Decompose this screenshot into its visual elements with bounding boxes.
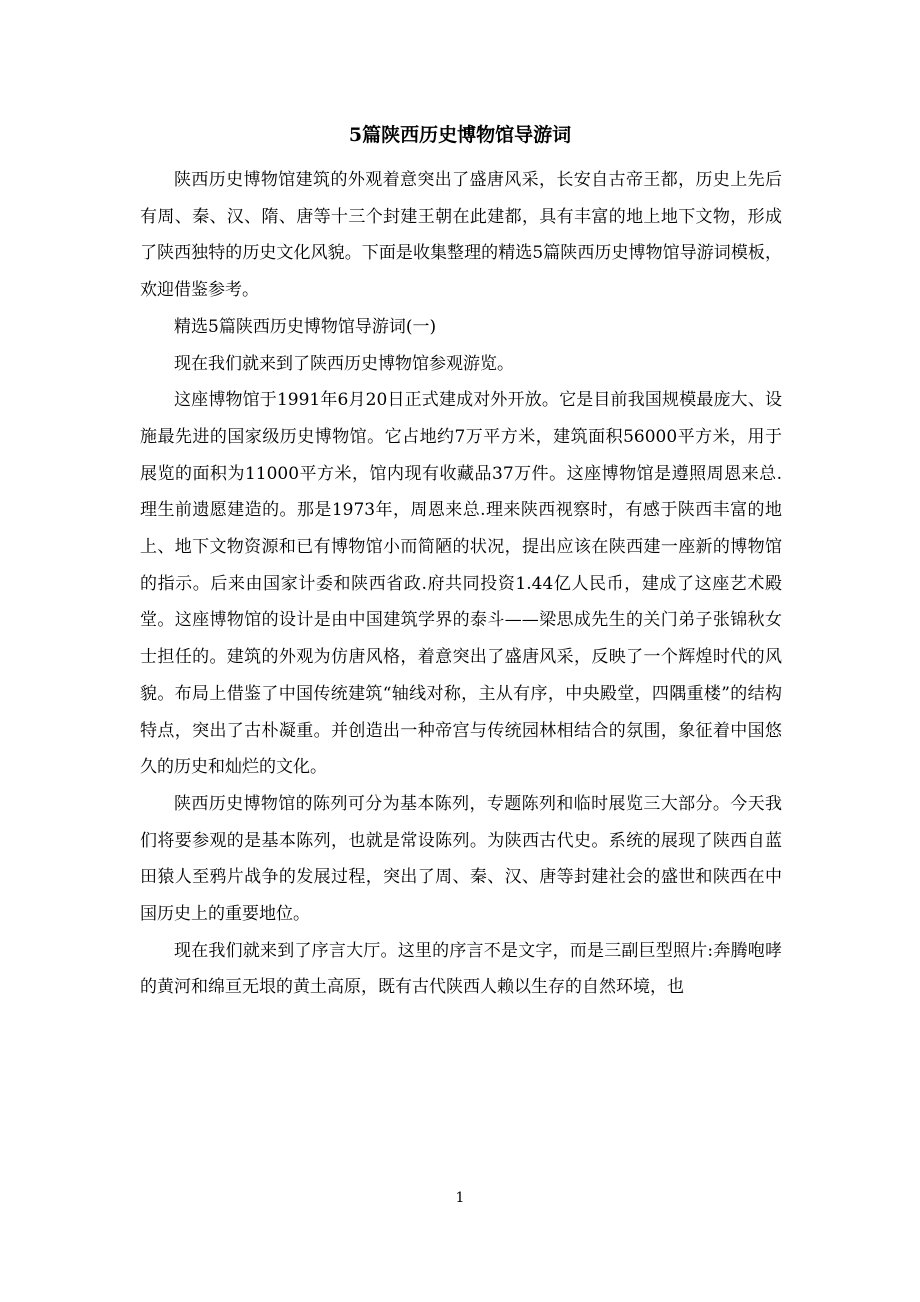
body-paragraph: 陕西历史博物馆的陈列可分为基本陈列，专题陈列和临时展览三大部分。今天我们将要参观的是基本陈列，也就是常设陈列。为陕西古代史。系统的展现了陕西自蓝田猿人至鸦片战争的发展过程，突出了周、秦、汉、唐等封建社会的盛世和陕西在中国历史上的重要地位。 (140, 793, 782, 925)
section-heading: 精选5篇陕西历史博物馆导游词(一) (174, 316, 437, 337)
body-paragraph: 现在我们就来到了序言大厅。这里的序言不是文字，而是三副巨型照片:奔腾咆哮的黄河和绵亘无垠的黄土高原，既有古代陕西人赖以生存的自然环境，也 (140, 940, 782, 998)
document-body (140, 162, 782, 1006)
page-number: 1 (455, 1190, 465, 1206)
body-paragraph: 现在我们就来到了陕西历史博物馆参观游览。 (174, 353, 514, 374)
body-paragraph: 这座博物馆于1991年6月20日正式建成对外开放。它是目前我国规模最庞大、设施最先进的国家级历史博物馆。它占地约7万平方米，建筑面积56000平方米，用于展览的面积为11000平方米，馆内现有收藏品37万件。这座博物馆是遵照周恩来总.理生前遗愿建造的。那是1973年，周恩来总.理来陕西视察时，有感于陕西丰富的地上、地下文物资源和已有博物馆小而简陋的状况，提出应该在陕西建一座新的博物馆的指示。后来由国家计委和陕西省政.府共同投资1.44亿人民币，建成了这座艺术殿堂。这座博物馆的设计是由中国建筑学界的泰斗——梁思成先生的关门弟子张锦秋女士担任的。建筑的外观为仿唐风格，着意突出了盛唐风采，反映了一个辉煌时代的风貌。布局上借鉴了中国传统建筑“轴线对称，主从有序，中央殿堂，四隅重楼”的结构特点，突出了古朴凝重。并创造出一种帝宫与传统园林相结合的氛围，象征着中国悠久的历史和灿烂的文化。 (140, 390, 782, 778)
document-title: 5篇陕西历史博物馆导游词 (348, 124, 572, 146)
intro-paragraph: 陕西历史博物馆建筑的外观着意突出了盛唐风采，长安自古帝王都，历史上先后有周、秦、汉、隋、唐等十三个封建王朝在此建都，具有丰富的地上地下文物，形成了陕西独特的历史文化风貌。下面是收集整理的精选5篇陕西历史博物馆导游词模板，欢迎借鉴参考。 (140, 170, 782, 301)
